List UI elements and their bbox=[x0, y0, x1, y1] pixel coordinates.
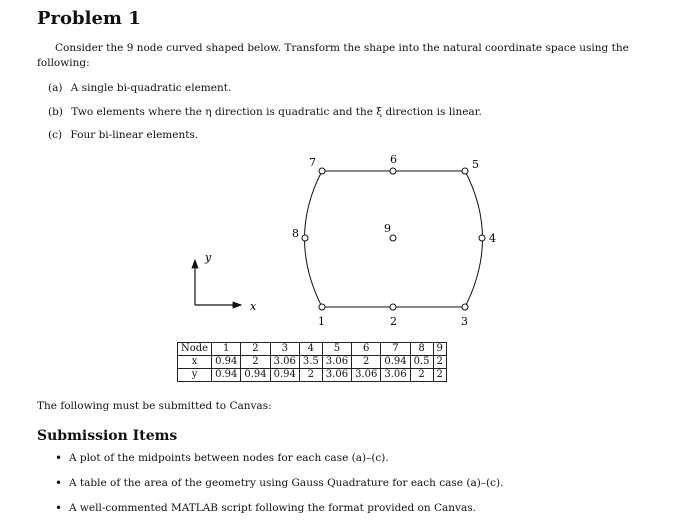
submission-heading: Submission Items bbox=[37, 428, 178, 444]
table-cell: 3 bbox=[270, 343, 299, 356]
node-label-8: 8 bbox=[292, 227, 299, 240]
node-label-1: 1 bbox=[318, 315, 325, 328]
table-cell: 3.06 bbox=[322, 356, 351, 369]
table-cell: 2 bbox=[299, 369, 322, 382]
node-5 bbox=[462, 168, 468, 174]
problem-intro: Consider the 9 node curved shaped below. Transform the shape into the natural coordinate space using the following: bbox=[37, 42, 629, 69]
table-cell: 3.06 bbox=[270, 356, 299, 369]
table-cell: 0.94 bbox=[212, 356, 241, 369]
table-row-x bbox=[178, 356, 447, 369]
list-item: • A table of the area of the geometry using Gauss Quadrature for each case (a)–(c). bbox=[55, 477, 503, 502]
table-cell: 3.5 bbox=[299, 356, 322, 369]
case-a-label: (a) bbox=[48, 82, 63, 94]
table-cell: 8 bbox=[410, 343, 433, 356]
table-cell: 1 bbox=[212, 343, 241, 356]
node-8 bbox=[302, 235, 308, 241]
table-cell: x bbox=[178, 356, 212, 369]
canvas-note: The following must be submitted to Canvas: bbox=[37, 400, 272, 412]
table-row-y bbox=[178, 369, 447, 382]
case-b-label: (b) bbox=[48, 106, 63, 118]
node-label-9: 9 bbox=[384, 222, 391, 235]
y-axis-label: y bbox=[205, 251, 212, 264]
table-cell: 7 bbox=[381, 343, 410, 356]
table-cell: 0.5 bbox=[410, 356, 433, 369]
table-cell: 5 bbox=[322, 343, 351, 356]
node-7 bbox=[319, 168, 325, 174]
node-label-4: 4 bbox=[489, 232, 496, 245]
table-cell: Node bbox=[178, 343, 212, 356]
table-cell: 2 bbox=[241, 343, 270, 356]
node-coordinate-table bbox=[177, 342, 447, 382]
node-4 bbox=[479, 235, 485, 241]
problem-title: Problem 1 bbox=[37, 8, 141, 29]
node-6 bbox=[390, 168, 396, 174]
node-label-5: 5 bbox=[472, 158, 479, 171]
table-cell: 2 bbox=[433, 369, 446, 382]
table-cell: 2 bbox=[352, 356, 381, 369]
table-cell: 2 bbox=[410, 369, 433, 382]
submission-list bbox=[55, 452, 503, 527]
table-header-row bbox=[178, 343, 447, 356]
node-label-3: 3 bbox=[461, 315, 468, 328]
node-label-2: 2 bbox=[390, 315, 397, 328]
node-3 bbox=[462, 304, 468, 310]
table-cell: y bbox=[178, 369, 212, 382]
table-cell: 2 bbox=[241, 356, 270, 369]
case-c-text: Four bi-linear elements. bbox=[70, 129, 199, 141]
node-label-6: 6 bbox=[390, 153, 397, 166]
node-9 bbox=[390, 235, 396, 241]
node-1 bbox=[319, 304, 325, 310]
table-cell: 3.06 bbox=[352, 369, 381, 382]
table-cell: 3.06 bbox=[322, 369, 351, 382]
table-cell: 0.94 bbox=[381, 356, 410, 369]
x-axis-label: x bbox=[250, 300, 257, 313]
table-cell: 2 bbox=[433, 356, 446, 369]
list-item: • A well-commented MATLAB script following the format provided on Canvas. bbox=[55, 502, 503, 527]
table-cell: 9 bbox=[433, 343, 446, 356]
table-cell: 3.06 bbox=[381, 369, 410, 382]
table-cell: 6 bbox=[352, 343, 381, 356]
list-item: • A plot of the midpoints between nodes for each case (a)–(c). bbox=[55, 452, 503, 477]
case-a-text: A single bi-quadratic element. bbox=[70, 82, 232, 94]
case-c-label: (c) bbox=[48, 129, 63, 141]
table-cell: 4 bbox=[299, 343, 322, 356]
table-cell: 0.94 bbox=[241, 369, 270, 382]
node-2 bbox=[390, 304, 396, 310]
case-b-text: Two elements where the η direction is quadratic and the ξ direction is linear. bbox=[71, 106, 482, 118]
node-label-7: 7 bbox=[309, 156, 316, 169]
table-cell: 0.94 bbox=[212, 369, 241, 382]
table-cell: 0.94 bbox=[270, 369, 299, 382]
